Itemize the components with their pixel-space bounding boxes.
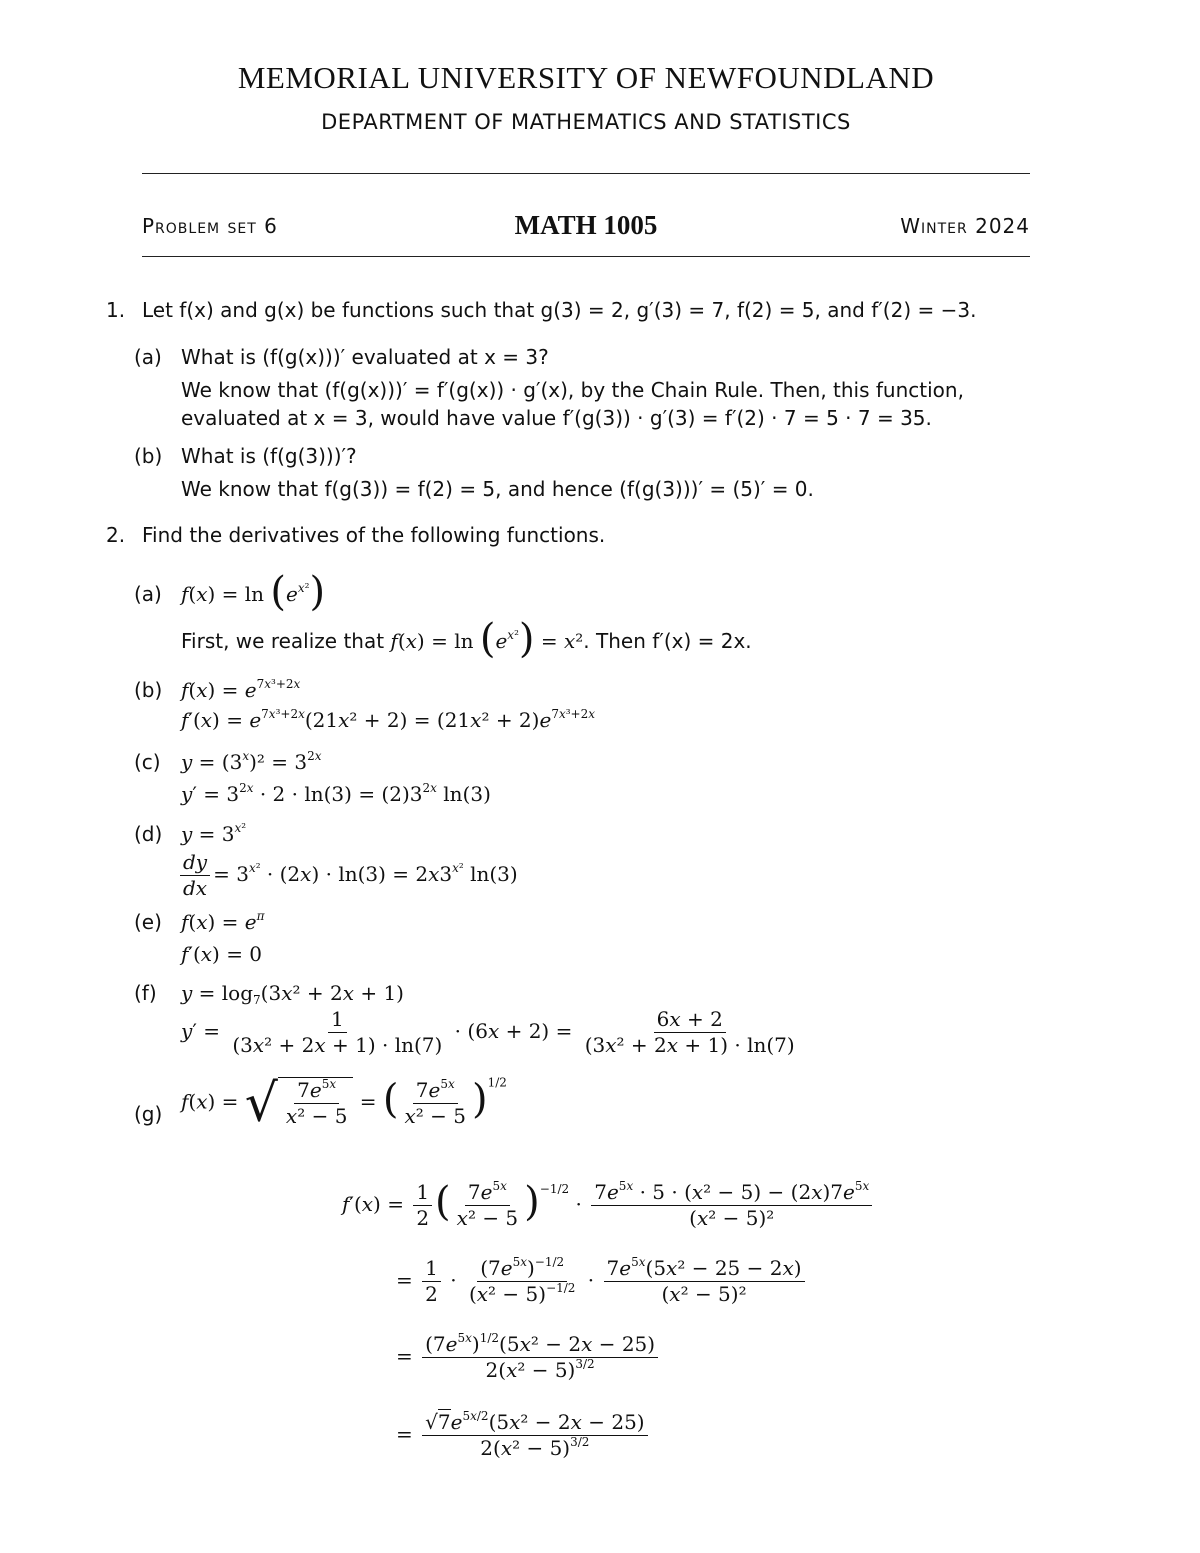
- q2g-label: (g): [134, 1102, 163, 1126]
- q2b-derivative: $f'(x) = e^{7x^3+2x}(21x^2 + 2) = (21x^2 + 2)e^{7x^3+2x}$: [181, 707, 596, 732]
- q1a-answer-line-2: evaluated at x = 3, would have value f′(g(3)) · g′(3) = f′(2) · 7 = 5 · 7 = 35.: [181, 406, 932, 430]
- university-name: MEMORIAL UNIVERSITY OF NEWFOUNDLAND: [237, 60, 935, 95]
- q1b-question: What is (f(g(3)))′?: [181, 444, 357, 468]
- q2f-function: $y = \log_7(3x^2 + 2x + 1)$: [181, 981, 404, 1007]
- q1-statement: Let f(x) and g(x) be functions such that g(3) = 2, g′(3) = 7, f(2) = 5, and f′(2) = −3.: [142, 298, 977, 322]
- q2g-derivative-step-3: = $\frac{(7e^{5x})^{1/2}(5x^2 - 2x - 25)}{2(x^2 - 5)^{3/2}}$: [396, 1332, 661, 1383]
- problem-set-label: Problem set 6: [142, 214, 278, 238]
- q2b-label: (b): [134, 678, 163, 702]
- q2a-answer-then: . Then f′(x) = 2x.: [583, 629, 752, 653]
- header-top-rule: [142, 173, 1030, 174]
- q2-statement: Find the derivatives of the following functions.: [142, 523, 606, 547]
- q2a-answer-text: First, we realize that: [181, 629, 385, 653]
- q2f-label: (f): [134, 981, 157, 1005]
- q2b-function: $f(x) = e^{7x^3+2x}$: [181, 677, 301, 702]
- course-code: MATH 1005: [514, 210, 658, 240]
- q2d-function: $y = 3^{x^2}$: [181, 821, 247, 846]
- q2g-derivative-step-1: f′(x) = $\frac{1}{2}$ ( $\frac{7e^{5x}}{\text{x² − 5}}$ )$^{-1/2}$ · $\frac{7e^{5x} \cdot 5 \cdot (x^2 - 5) - (2x)7e^{5x}}{\text{(x² − 5)²}}$: [342, 1180, 875, 1231]
- q1b-label: (b): [134, 444, 163, 468]
- q2c-function: $y = (3^x)^2 = 3^{2x}$: [181, 749, 322, 774]
- q2g-derivative-step-4: = $\frac{√7e^{5x/2}(5x^2 - 2x - 25)}{2(x^2 - 5)^{3/2}}$: [396, 1410, 651, 1461]
- q2e-function: $f(x) = e^\pi$: [181, 909, 265, 934]
- q2f-derivative: y′ = $\frac{1}{\text{(3x² + 2x + 1) · ln(7)}}$ · (6x + 2) = $\frac{6x + 2}{\text{(3x² + 2x + 1) · ln(7)}}$: [181, 1007, 795, 1057]
- term-label: Winter 2024: [900, 214, 1030, 238]
- department-name: DEPARTMENT OF MATHEMATICS AND STATISTICS: [321, 110, 851, 134]
- q1a-label: (a): [134, 345, 162, 369]
- q2d-derivative: $\frac{dy}{dx}$ = $3^{x^2} \cdot (2x) \cdot \ln(3) = 2x3^{x^2}$ ln(3): [177, 850, 518, 901]
- q2e-derivative: f′(x) = 0: [181, 942, 263, 966]
- q1b-answer: We know that f(g(3)) = f(2) = 5, and hence (f(g(3)))′ = (5)′ = 0.: [181, 477, 814, 501]
- q2e-label: (e): [134, 910, 162, 934]
- q2d-label: (d): [134, 822, 163, 846]
- q1-number: 1.: [106, 298, 126, 322]
- q2g-derivative-step-2: = $\frac{1}{2}$ · $\frac{(7e^{5x})^{-1/2}}{(x^2 - 5)^{-1/2}}$ · $\frac{7e^{5x}(5x^2 - 25 - 2x)}{\text{(x² − 5)²}}$: [396, 1256, 808, 1307]
- header-bottom-rule: [142, 256, 1030, 257]
- q2a-answer: First, we realize that $f(x) = \ln (e^{x^2}) = x^2$. Then f′(x) = 2x.: [181, 616, 752, 662]
- q2a-label: (a): [134, 582, 162, 606]
- q2c-derivative: $y' = 3^{2x} \cdot 2 \cdot \ln(3) = (2)3^{2x}$ ln(3): [181, 781, 491, 806]
- q2c-label: (c): [134, 750, 161, 774]
- q2g-function: f(x) = √ $\frac{7e^{5x}}{\text{x² − 5}}$ = ( $\frac{7e^{5x}}{\text{x² − 5}}$ )$^{1/2}$: [181, 1073, 507, 1134]
- q2a-function: $f(x) = \ln (e^{x^2})$: [181, 569, 326, 615]
- q1a-question: What is (f(g(x)))′ evaluated at x = 3?: [181, 345, 549, 369]
- q2-number: 2.: [106, 523, 126, 547]
- q1a-answer-line-1: We know that (f(g(x)))′ = f′(g(x)) · g′(x), by the Chain Rule. Then, this function,: [181, 378, 964, 402]
